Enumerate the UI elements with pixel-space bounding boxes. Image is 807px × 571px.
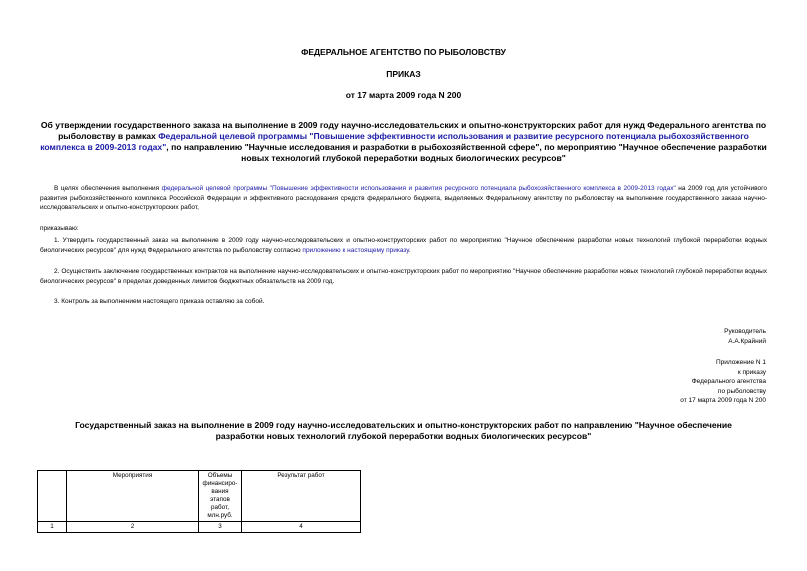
program-link[interactable]: Федеральной целевой программы "Повышение эффективности использования и развитие ресурсного потенциала рыбохозяйственного комплекса в 2009-2013 годах" bbox=[40, 131, 749, 152]
title-text-1: Об утверждении государственного заказа на выполнение в 2009 году научно-исследовательских и опытно-конструкторских работ для нужд Федерального агентства по рыболовству в рамках bbox=[40, 120, 767, 141]
appendix-link[interactable]: приложению к настоящему приказу bbox=[302, 246, 409, 254]
document-type: ПРИКАЗ bbox=[386, 69, 421, 79]
table-cell: 1 bbox=[38, 522, 67, 533]
signature-block bbox=[724, 327, 766, 346]
signature-role: Руководитель bbox=[724, 328, 766, 335]
order-item-1 bbox=[40, 236, 767, 255]
item1-text: 1. Утвердить государственный заказ на выполнение в 2009 году научно-исследовательских и опытно-конструкторских работ по мероприятию "Научное обеспечение разработки новых технологий глубокой переработки водных биологических ресурсов" для нужд Федерального агентства по рыболовству согласно bbox=[40, 237, 767, 254]
document-title bbox=[40, 120, 767, 164]
appendix-line-1: Приложение N 1 bbox=[715, 359, 766, 366]
table-cell: 3 bbox=[199, 522, 242, 533]
appendix-title: Государственный заказ на выполнение в 2009 году научно-исследовательских и опытно-конструкторских работ по направлению "Научное обеспечение разработки новых технологий глубокой переработки водных биологических ресурсов" bbox=[75, 420, 732, 441]
order-word: приказываю: bbox=[40, 225, 79, 232]
appendix-reference bbox=[680, 358, 766, 406]
title-text-2: , по направлению "Научные исследования и разработки в рыбохозяйственной сфере", по мероприятию "Научное обеспечение разработки новых технологий глубокой переработки водных биологических ресурсов" bbox=[166, 142, 767, 163]
order-item-3: 3. Контроль за выполнением настоящего приказа оставляю за собой. bbox=[54, 298, 265, 305]
preamble-text-2: на 2009 год для устойчивого развития рыбохозяйственного комплекса Российской Федерации и эффективного расходования средств федерального бюджета, выделяемых Федеральному агентству по рыболовству на выполнение государственного заказа научно-исследовательских и опытно-конструкторских работ, bbox=[40, 185, 768, 211]
appendix-line-4: по рыболовству bbox=[717, 387, 766, 395]
appendix-line-5: от 17 марта 2009 года N 200 bbox=[680, 397, 766, 404]
document-date-number: от 17 марта 2009 года N 200 bbox=[345, 90, 462, 100]
table-header-cell: Объемы финансиро-вания этапов работ, млн.руб. bbox=[199, 471, 242, 522]
preamble-text-1: В целях обеспечения выполнения bbox=[54, 185, 162, 192]
preamble-program-link[interactable]: федеральной целевой программы "Повышение эффективности использования и развития ресурсного потенциала рыбохозяйственного комплекса в 2009-2013 годах" bbox=[161, 185, 676, 192]
appendix-line-3: Федерального агентства bbox=[691, 378, 766, 385]
preamble-paragraph bbox=[40, 184, 767, 213]
appendix-line-2: к приказу bbox=[737, 368, 766, 376]
item1-text-end: . bbox=[408, 246, 411, 254]
signature-name: А.А.Крайний bbox=[728, 337, 766, 345]
order-table bbox=[37, 470, 361, 533]
order-item-2: 2. Осуществить заключение государственных контрактов на выполнение научно-исследовательских и опытно-конструкторских работ по мероприятию "Научное обеспечение разработки новых технологий глубокой переработки водных биологических ресурсов" в пределах доведенных лимитов бюджетных обязательств на 2009 год. bbox=[40, 268, 767, 285]
table-header-cell: Результат работ bbox=[242, 471, 361, 522]
table-header-cell bbox=[38, 471, 67, 522]
table-row bbox=[38, 522, 361, 533]
table-cell: 4 bbox=[242, 522, 361, 533]
table-header-row bbox=[38, 471, 361, 522]
table-header-cell: Мероприятия bbox=[67, 471, 199, 522]
agency-name: ФЕДЕРАЛЬНОЕ АГЕНТСТВО ПО РЫБОЛОВСТВУ bbox=[301, 47, 506, 57]
table-cell: 2 bbox=[67, 522, 199, 533]
